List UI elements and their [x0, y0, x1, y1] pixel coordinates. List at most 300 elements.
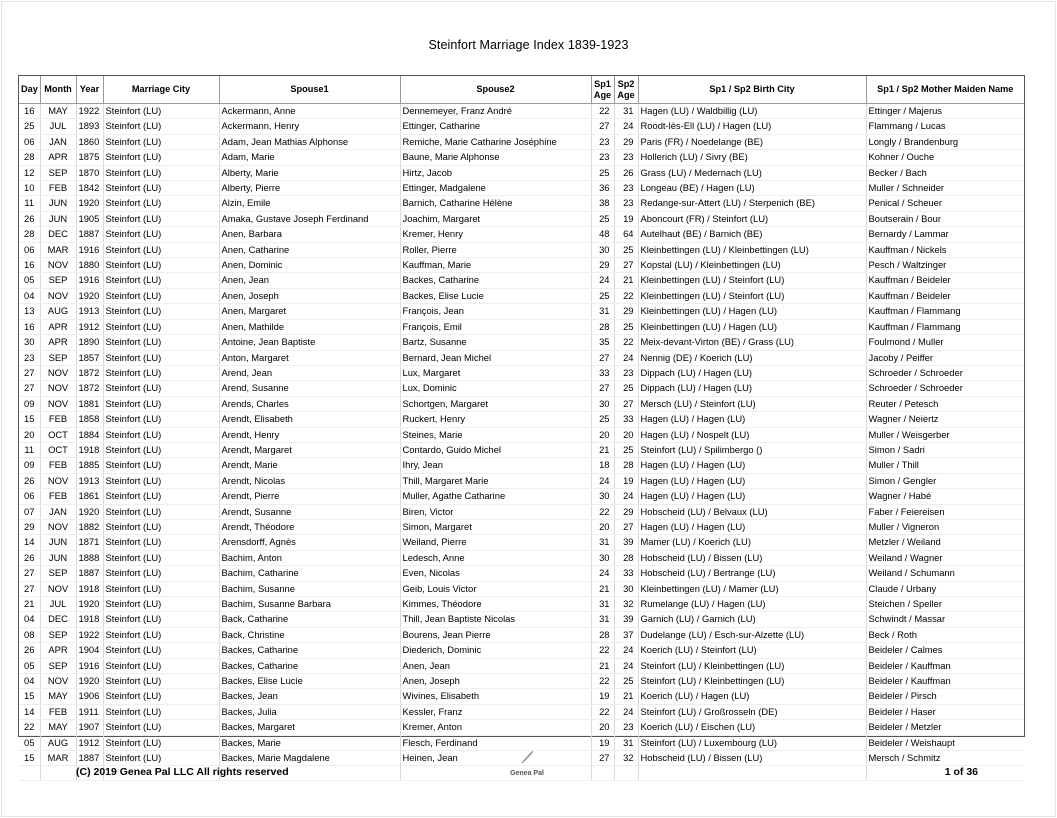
cell-sp1-age: 33	[591, 365, 614, 380]
cell-sp2-age: 25	[614, 319, 638, 334]
cell-marriage-city: Steinfort (LU)	[103, 134, 219, 149]
cell-marriage-city: Steinfort (LU)	[103, 304, 219, 319]
cell-mother-maiden-name: Kohner / Ouche	[866, 150, 1024, 165]
cell-day: 11	[19, 196, 40, 211]
cell-year: 1880	[76, 258, 103, 273]
cell-year: 1882	[76, 519, 103, 534]
cell-sp2-age: 33	[614, 412, 638, 427]
cell-mother-maiden-name: Metzler / Weiland	[866, 535, 1024, 550]
table-body	[19, 104, 1024, 781]
cell-sp2-age: 23	[614, 196, 638, 211]
cell-month: OCT	[40, 427, 76, 442]
cell-month: JAN	[40, 134, 76, 149]
cell-mother-maiden-name: Mersch / Schmitz	[866, 751, 1024, 766]
cell-sp1-age: 27	[591, 119, 614, 134]
cell-day: 25	[19, 119, 40, 134]
cell-spouse1: Anen, Catharine	[219, 242, 400, 257]
cell-mother-maiden-name: Schwindt / Massar	[866, 612, 1024, 627]
cell-birth-city: Hobscheid (LU) / Bertrange (LU)	[638, 566, 866, 581]
table-row	[19, 273, 1024, 288]
cell-birth-city: Steinfort (LU) / Spilimbergo ()	[638, 442, 866, 457]
cell-sp2-age: 21	[614, 273, 638, 288]
table-row	[19, 519, 1024, 534]
cell-sp2-age: 29	[614, 134, 638, 149]
cell-mother-maiden-name: Longly / Brandenburg	[866, 134, 1024, 149]
cell-sp2-age: 21	[614, 689, 638, 704]
cell-marriage-city: Steinfort (LU)	[103, 104, 219, 119]
cell-sp2-age: 29	[614, 304, 638, 319]
cell-marriage-city: Steinfort (LU)	[103, 381, 219, 396]
cell-marriage-city: Steinfort (LU)	[103, 442, 219, 457]
cell-sp2-age: 64	[614, 227, 638, 242]
table-row	[19, 211, 1024, 226]
cell-spouse1: Backes, Margaret	[219, 720, 400, 735]
cell-year: 1918	[76, 442, 103, 457]
cell-month: SEP	[40, 350, 76, 365]
cell-sp2-age: 25	[614, 242, 638, 257]
cell-birth-city: Hobscheid (LU) / Bissen (LU)	[638, 550, 866, 565]
cell-month: MAY	[40, 689, 76, 704]
cell-sp1-age: 22	[591, 104, 614, 119]
cell-year: 1918	[76, 581, 103, 596]
cell-day: 16	[19, 104, 40, 119]
cell-spouse2: Ettinger, Madgalene	[400, 181, 591, 196]
cell-year: 1920	[76, 597, 103, 612]
cell-sp1-age: 19	[591, 689, 614, 704]
cell-day: 14	[19, 535, 40, 550]
table-header-row	[19, 76, 1024, 104]
cell-sp2-age: 37	[614, 627, 638, 642]
cell-spouse1: Arends, Charles	[219, 396, 400, 411]
cell-birth-city: Kopstal (LU) / Kleinbettingen (LU)	[638, 258, 866, 273]
cell-spouse2: Remiche, Marie Catharine Joséphine	[400, 134, 591, 149]
cell-birth-city: Paris (FR) / Noedelange (BE)	[638, 134, 866, 149]
cell-birth-city: Kleinbettingen (LU) / Steinfort (LU)	[638, 288, 866, 303]
cell-spouse2: Simon, Margaret	[400, 519, 591, 534]
cell-birth-city: Grass (LU) / Medernach (LU)	[638, 165, 866, 180]
cell-spouse1: Arendt, Pierre	[219, 489, 400, 504]
table-row	[19, 242, 1024, 257]
cell-month: MAR	[40, 751, 76, 766]
cell-year: 1911	[76, 704, 103, 719]
cell-year: 1905	[76, 211, 103, 226]
table-row	[19, 427, 1024, 442]
cell-marriage-city: Steinfort (LU)	[103, 273, 219, 288]
logo-text: Genea Pal	[510, 770, 544, 777]
cell-birth-city: Koerich (LU) / Steinfort (LU)	[638, 643, 866, 658]
cell-spouse1: Alberty, Marie	[219, 165, 400, 180]
cell-birth-city: Kleinbettingen (LU) / Steinfort (LU)	[638, 273, 866, 288]
cell-mother-maiden-name: Foulmond / Muller	[866, 335, 1024, 350]
cell-spouse2: Steines, Marie	[400, 427, 591, 442]
cell-mother-maiden-name: Reuter / Petesch	[866, 396, 1024, 411]
cell-year: 1887	[76, 751, 103, 766]
cell-year: 1887	[76, 566, 103, 581]
cell-spouse1: Backes, Jean	[219, 689, 400, 704]
cell-mother-maiden-name: Claude / Urbany	[866, 581, 1024, 596]
cell-sp1-age: 24	[591, 473, 614, 488]
cell-sp1-age: 20	[591, 720, 614, 735]
cell-mother-maiden-name: Beideler / Calmes	[866, 643, 1024, 658]
cell-marriage-city: Steinfort (LU)	[103, 581, 219, 596]
cell-spouse2: Kessler, Franz	[400, 704, 591, 719]
cell-month: MAY	[40, 104, 76, 119]
cell-sp1-age: 21	[591, 442, 614, 457]
cell-spouse2: Ledesch, Anne	[400, 550, 591, 565]
cell-spouse1: Backes, Julia	[219, 704, 400, 719]
cell-mother-maiden-name: Kauffman / Flammang	[866, 304, 1024, 319]
cell-birth-city: Hobscheid (LU) / Belvaux (LU)	[638, 504, 866, 519]
cell-marriage-city: Steinfort (LU)	[103, 566, 219, 581]
cell-month: NOV	[40, 381, 76, 396]
cell-year: 1913	[76, 473, 103, 488]
empty-cell	[400, 766, 591, 781]
cell-day: 30	[19, 335, 40, 350]
cell-spouse2: Lux, Margaret	[400, 365, 591, 380]
cell-year: 1887	[76, 227, 103, 242]
table-row	[19, 473, 1024, 488]
cell-birth-city: Kleinbettingen (LU) / Hagen (LU)	[638, 304, 866, 319]
cell-year: 1842	[76, 181, 103, 196]
cell-mother-maiden-name: Simon / Gengler	[866, 473, 1024, 488]
cell-mother-maiden-name: Kauffman / Beideler	[866, 273, 1024, 288]
cell-spouse2: Bourens, Jean Pierre	[400, 627, 591, 642]
cell-month: JUN	[40, 211, 76, 226]
cell-day: 09	[19, 396, 40, 411]
cell-mother-maiden-name: Faber / Feiereisen	[866, 504, 1024, 519]
cell-mother-maiden-name: Wagner / Habé	[866, 489, 1024, 504]
cell-sp2-age: 22	[614, 335, 638, 350]
cell-birth-city: Hagen (LU) / Hagen (LU)	[638, 489, 866, 504]
table-row	[19, 104, 1024, 119]
cell-day: 13	[19, 304, 40, 319]
cell-sp1-age: 24	[591, 273, 614, 288]
cell-sp1-age: 22	[591, 643, 614, 658]
table-row	[19, 134, 1024, 149]
cell-spouse2: Anen, Jean	[400, 658, 591, 673]
cell-spouse1: Adam, Jean Mathias Alphonse	[219, 134, 400, 149]
table-row	[19, 627, 1024, 642]
cell-spouse1: Alzin, Emile	[219, 196, 400, 211]
cell-birth-city: Autelhaut (BE) / Barnich (BE)	[638, 227, 866, 242]
cell-birth-city: Hagen (LU) / Hagen (LU)	[638, 473, 866, 488]
cell-sp1-age: 22	[591, 674, 614, 689]
cell-spouse1: Bachim, Catharine	[219, 566, 400, 581]
cell-marriage-city: Steinfort (LU)	[103, 119, 219, 134]
cell-day: 06	[19, 489, 40, 504]
cell-sp2-age: 24	[614, 350, 638, 365]
cell-spouse2: Thill, Jean Baptiste Nicolas	[400, 612, 591, 627]
cell-month: APR	[40, 335, 76, 350]
cell-spouse2: Roller, Pierre	[400, 242, 591, 257]
cell-sp2-age: 28	[614, 550, 638, 565]
empty-cell	[19, 766, 40, 781]
cell-year: 1904	[76, 643, 103, 658]
cell-mother-maiden-name: Weiland / Wagner	[866, 550, 1024, 565]
cell-mother-maiden-name: Beideler / Weishaupt	[866, 735, 1024, 750]
marriage-index-table-container	[18, 75, 1025, 764]
cell-birth-city: Kleinbettingen (LU) / Kleinbettingen (LU)	[638, 242, 866, 257]
cell-marriage-city: Steinfort (LU)	[103, 365, 219, 380]
cell-day: 15	[19, 751, 40, 766]
cell-spouse2: Hirtz, Jacob	[400, 165, 591, 180]
table-row	[19, 319, 1024, 334]
cell-day: 05	[19, 273, 40, 288]
cell-birth-city: Hagen (LU) / Hagen (LU)	[638, 519, 866, 534]
cell-spouse2: Biren, Victor	[400, 504, 591, 519]
cell-spouse1: Arendt, Henry	[219, 427, 400, 442]
cell-day: 26	[19, 643, 40, 658]
cell-sp1-age: 27	[591, 381, 614, 396]
table-row	[19, 735, 1024, 750]
cell-marriage-city: Steinfort (LU)	[103, 427, 219, 442]
cell-month: SEP	[40, 627, 76, 642]
cell-sp1-age: 28	[591, 319, 614, 334]
cell-year: 1857	[76, 350, 103, 365]
table-row	[19, 643, 1024, 658]
cell-sp2-age: 24	[614, 704, 638, 719]
cell-spouse2: Kremer, Anton	[400, 720, 591, 735]
cell-day: 27	[19, 381, 40, 396]
cell-birth-city: Mamer (LU) / Koerich (LU)	[638, 535, 866, 550]
cell-year: 1920	[76, 196, 103, 211]
cell-day: 07	[19, 504, 40, 519]
cell-day: 16	[19, 319, 40, 334]
cell-mother-maiden-name: Beideler / Kauffman	[866, 674, 1024, 689]
cell-spouse2: Even, Nicolas	[400, 566, 591, 581]
cell-birth-city: Dippach (LU) / Hagen (LU)	[638, 365, 866, 380]
cell-mother-maiden-name: Penical / Scheuer	[866, 196, 1024, 211]
cell-birth-city: Koerich (LU) / Hagen (LU)	[638, 689, 866, 704]
col-header-mother-maiden-name: Sp1 / Sp2 Mother Maiden Name	[866, 76, 1024, 104]
table-row	[19, 227, 1024, 242]
cell-year: 1907	[76, 720, 103, 735]
cell-marriage-city: Steinfort (LU)	[103, 458, 219, 473]
cell-spouse2: Kauffman, Marie	[400, 258, 591, 273]
cell-year: 1890	[76, 335, 103, 350]
cell-day: 11	[19, 442, 40, 457]
cell-birth-city: Redange-sur-Attert (LU) / Sterpenich (BE)	[638, 196, 866, 211]
cell-sp1-age: 25	[591, 288, 614, 303]
cell-mother-maiden-name: Bernardy / Lammar	[866, 227, 1024, 242]
table-row	[19, 458, 1024, 473]
cell-birth-city: Hobscheid (LU) / Bissen (LU)	[638, 751, 866, 766]
cell-day: 12	[19, 165, 40, 180]
cell-month: SEP	[40, 658, 76, 673]
cell-sp1-age: 30	[591, 550, 614, 565]
cell-sp2-age: 24	[614, 658, 638, 673]
cell-marriage-city: Steinfort (LU)	[103, 165, 219, 180]
cell-mother-maiden-name: Becker / Bach	[866, 165, 1024, 180]
cell-mother-maiden-name: Schroeder / Schroeder	[866, 381, 1024, 396]
cell-sp1-age: 18	[591, 458, 614, 473]
cell-mother-maiden-name: Weiland / Schumann	[866, 566, 1024, 581]
cell-spouse1: Anen, Barbara	[219, 227, 400, 242]
cell-sp1-age: 23	[591, 150, 614, 165]
cell-birth-city: Hagen (LU) / Waldbillig (LU)	[638, 104, 866, 119]
cell-day: 16	[19, 258, 40, 273]
cell-sp2-age: 29	[614, 504, 638, 519]
cell-year: 1871	[76, 535, 103, 550]
cell-day: 27	[19, 581, 40, 596]
cell-marriage-city: Steinfort (LU)	[103, 674, 219, 689]
cell-spouse1: Back, Catharine	[219, 612, 400, 627]
cell-day: 05	[19, 658, 40, 673]
cell-year: 1912	[76, 319, 103, 334]
cell-year: 1881	[76, 396, 103, 411]
table-row	[19, 597, 1024, 612]
cell-year: 1922	[76, 627, 103, 642]
empty-cell	[638, 766, 866, 781]
cell-birth-city: Hagen (LU) / Nospelt (LU)	[638, 427, 866, 442]
cell-marriage-city: Steinfort (LU)	[103, 181, 219, 196]
cell-year: 1920	[76, 288, 103, 303]
cell-year: 1884	[76, 427, 103, 442]
cell-spouse2: Joachim, Margaret	[400, 211, 591, 226]
empty-cell	[40, 766, 76, 781]
cell-month: JUL	[40, 597, 76, 612]
cell-spouse1: Ackermann, Anne	[219, 104, 400, 119]
cell-spouse2: François, Jean	[400, 304, 591, 319]
cell-year: 1893	[76, 119, 103, 134]
cell-birth-city: Steinfort (LU) / Luxembourg (LU)	[638, 735, 866, 750]
cell-spouse1: Anton, Margaret	[219, 350, 400, 365]
col-header-sp2-age	[614, 76, 638, 104]
cell-spouse1: Arendt, Susanne	[219, 504, 400, 519]
cell-day: 23	[19, 350, 40, 365]
cell-sp1-age: 21	[591, 581, 614, 596]
cell-marriage-city: Steinfort (LU)	[103, 473, 219, 488]
cell-day: 20	[19, 427, 40, 442]
cell-spouse1: Arendt, Marie	[219, 458, 400, 473]
cell-spouse2: Muller, Agathe Catharine	[400, 489, 591, 504]
genea-pal-logo	[505, 750, 549, 777]
cell-sp1-age: 22	[591, 704, 614, 719]
cell-sp2-age: 31	[614, 735, 638, 750]
cell-sp1-age: 31	[591, 612, 614, 627]
cell-mother-maiden-name: Muller / Weisgerber	[866, 427, 1024, 442]
cell-month: NOV	[40, 581, 76, 596]
page-number: 1 of 36	[944, 766, 978, 778]
cell-spouse1: Arensdorff, Agnès	[219, 535, 400, 550]
cell-mother-maiden-name: Kauffman / Nickels	[866, 242, 1024, 257]
cell-birth-city: Garnich (LU) / Garnich (LU)	[638, 612, 866, 627]
cell-mother-maiden-name: Boutserain / Bour	[866, 211, 1024, 226]
col-header-sp2-age-label: Sp2 Age	[617, 78, 635, 100]
cell-mother-maiden-name: Ettinger / Majerus	[866, 104, 1024, 119]
table-row	[19, 535, 1024, 550]
cell-birth-city: Steinfort (LU) / Kleinbettingen (LU)	[638, 658, 866, 673]
cell-month: JUN	[40, 196, 76, 211]
cell-sp2-age: 39	[614, 535, 638, 550]
cell-marriage-city: Steinfort (LU)	[103, 704, 219, 719]
copyright-notice: (C) 2019 Genea Pal LLC All rights reserved	[76, 766, 289, 778]
cell-month: JUN	[40, 550, 76, 565]
cell-sp2-age: 27	[614, 396, 638, 411]
cell-sp2-age: 23	[614, 150, 638, 165]
cell-day: 27	[19, 566, 40, 581]
cell-birth-city: Nennig (DE) / Koerich (LU)	[638, 350, 866, 365]
cell-sp2-age: 32	[614, 597, 638, 612]
cell-sp1-age: 25	[591, 165, 614, 180]
cell-month: APR	[40, 643, 76, 658]
cell-sp1-age: 25	[591, 211, 614, 226]
table-row	[19, 704, 1024, 719]
cell-spouse1: Arendt, Margaret	[219, 442, 400, 457]
cell-spouse2: Diederich, Dominic	[400, 643, 591, 658]
cell-sp1-age: 24	[591, 566, 614, 581]
cell-month: APR	[40, 319, 76, 334]
cell-month: FEB	[40, 489, 76, 504]
cell-month: JAN	[40, 504, 76, 519]
cell-sp1-age: 23	[591, 134, 614, 149]
table-row	[19, 181, 1024, 196]
cell-spouse2: Thill, Margaret Marie	[400, 473, 591, 488]
cell-sp2-age: 39	[614, 612, 638, 627]
cell-sp2-age: 23	[614, 365, 638, 380]
cell-mother-maiden-name: Beideler / Haser	[866, 704, 1024, 719]
cell-day: 04	[19, 612, 40, 627]
cell-birth-city: Steinfort (LU) / Großrosseln (DE)	[638, 704, 866, 719]
cell-sp2-age: 22	[614, 288, 638, 303]
cell-month: NOV	[40, 365, 76, 380]
table-row	[19, 381, 1024, 396]
cell-spouse2: Weiland, Pierre	[400, 535, 591, 550]
cell-mother-maiden-name: Muller / Schneider	[866, 181, 1024, 196]
cell-marriage-city: Steinfort (LU)	[103, 412, 219, 427]
cell-marriage-city: Steinfort (LU)	[103, 350, 219, 365]
cell-spouse2: Wivines, Elisabeth	[400, 689, 591, 704]
cell-mother-maiden-name: Muller / Vigneron	[866, 519, 1024, 534]
cell-spouse1: Arendt, Nicolas	[219, 473, 400, 488]
cell-month: NOV	[40, 519, 76, 534]
cell-sp1-age: 28	[591, 627, 614, 642]
cell-birth-city: Steinfort (LU) / Kleinbettingen (LU)	[638, 674, 866, 689]
cell-sp2-age: 31	[614, 104, 638, 119]
cell-spouse1: Anen, Jean	[219, 273, 400, 288]
cell-marriage-city: Steinfort (LU)	[103, 597, 219, 612]
col-header-spouse1: Spouse1	[219, 76, 400, 104]
cell-marriage-city: Steinfort (LU)	[103, 689, 219, 704]
cell-day: 06	[19, 242, 40, 257]
cell-month: NOV	[40, 473, 76, 488]
table-row	[19, 165, 1024, 180]
cell-month: SEP	[40, 273, 76, 288]
table-row	[19, 674, 1024, 689]
cell-marriage-city: Steinfort (LU)	[103, 658, 219, 673]
cell-mother-maiden-name: Muller / Thill	[866, 458, 1024, 473]
cell-month: DEC	[40, 227, 76, 242]
table-row	[19, 150, 1024, 165]
cell-marriage-city: Steinfort (LU)	[103, 211, 219, 226]
cell-marriage-city: Steinfort (LU)	[103, 227, 219, 242]
cell-day: 09	[19, 458, 40, 473]
cell-sp1-age: 30	[591, 489, 614, 504]
cell-marriage-city: Steinfort (LU)	[103, 150, 219, 165]
cell-year: 1906	[76, 689, 103, 704]
cell-spouse1: Arendt, Théodore	[219, 519, 400, 534]
cell-sp1-age: 48	[591, 227, 614, 242]
cell-day: 04	[19, 674, 40, 689]
cell-marriage-city: Steinfort (LU)	[103, 504, 219, 519]
cell-sp1-age: 31	[591, 597, 614, 612]
cell-birth-city: Hagen (LU) / Hagen (LU)	[638, 412, 866, 427]
cell-sp1-age: 20	[591, 519, 614, 534]
cell-month: AUG	[40, 735, 76, 750]
cell-year: 1858	[76, 412, 103, 427]
cell-month: APR	[40, 150, 76, 165]
cell-spouse1: Backes, Marie Magdalene	[219, 751, 400, 766]
